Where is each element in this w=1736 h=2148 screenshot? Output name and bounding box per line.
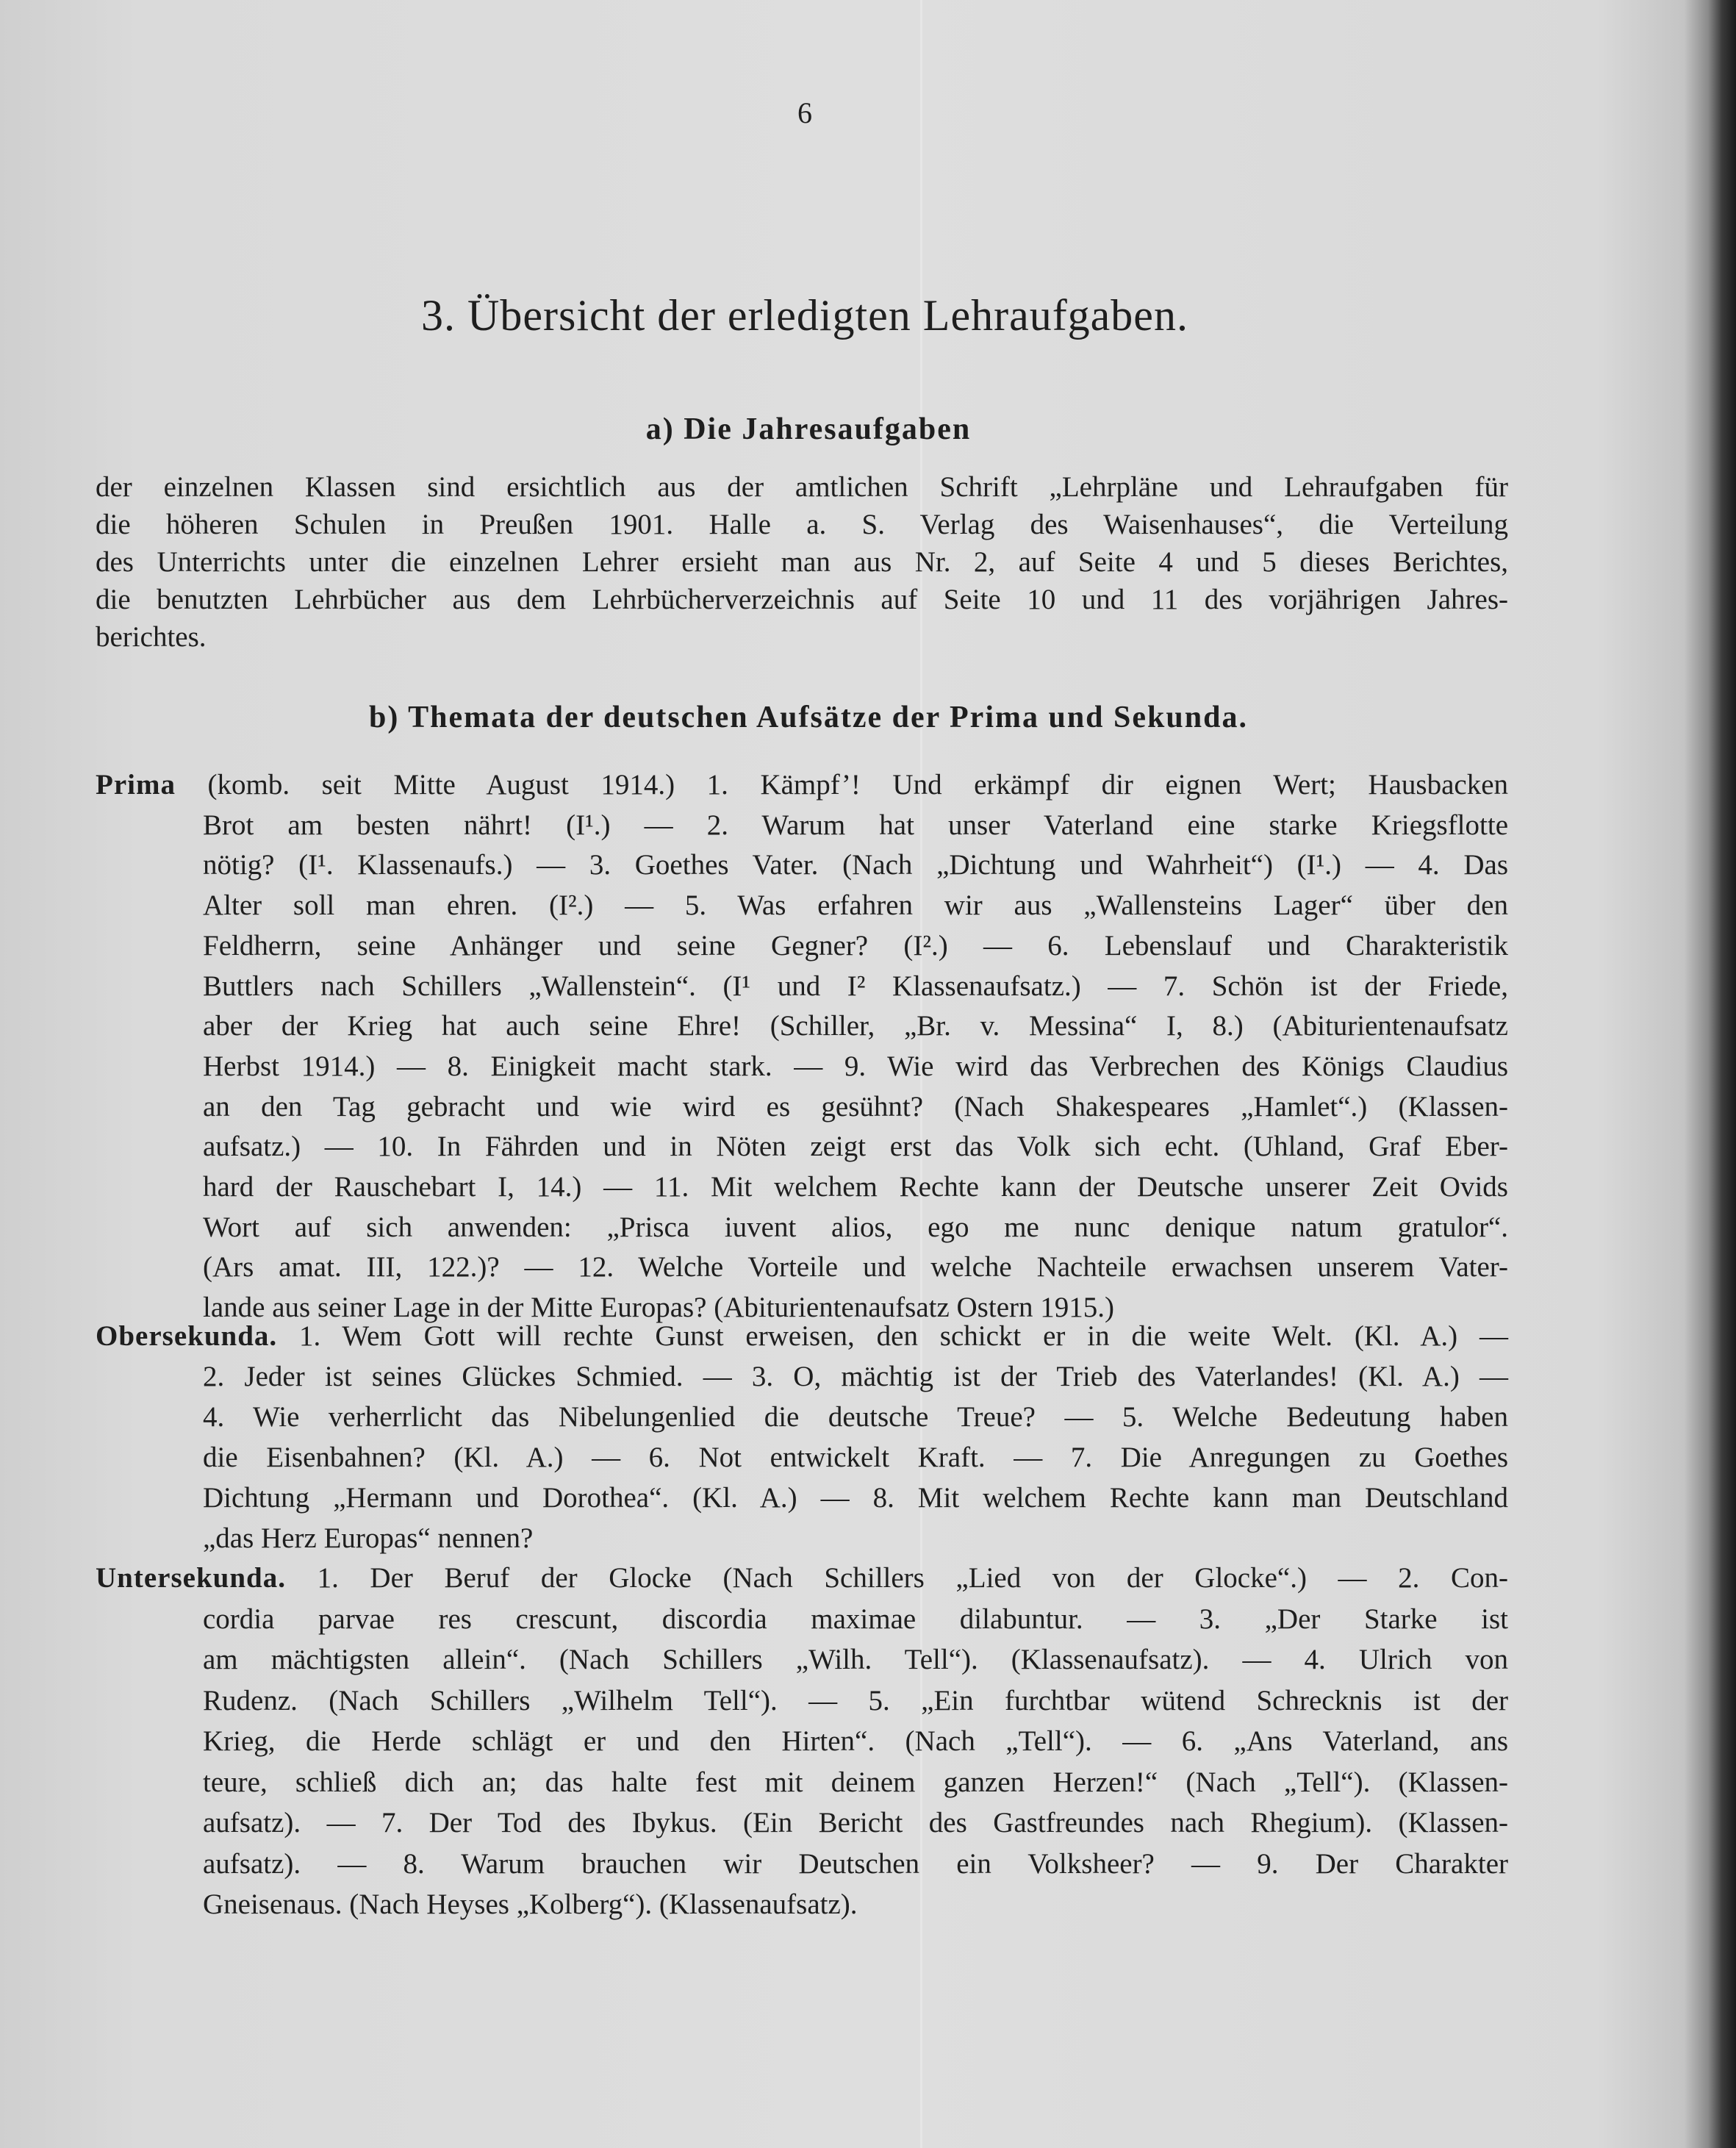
text-line: Gneisenaus. (Nach Heyses „Kolberg“). (Klassenaufsatz). [203, 1889, 858, 1920]
section-a-heading: a) Die Jahresaufgaben [645, 412, 972, 446]
class-label: Prima [96, 769, 176, 801]
topic-text: 1. Der Beruf der Glocke (Nach Schillers „Lied von der Glocke“.) — 2. Con- [317, 1562, 1508, 1594]
text-line: „das Herz Europas“ nennen? [203, 1522, 534, 1554]
page-number: 6 [797, 96, 812, 129]
text-line: Alter soll man ehren. (I².) — 5. Was erfahren wir aus „Wallensteins Lager“ über den [203, 889, 1508, 921]
text-line: Herbst 1914.) — 8. Einigkeit macht stark. — 9. Wie wird das Verbrechen des Königs Claudius [203, 1050, 1508, 1082]
text-line: 4. Wie verherrlicht das Nibelungenlied die deutsche Treue? — 5. Welche Bedeutung haben [203, 1401, 1508, 1433]
class-entry-first-line [96, 1318, 1508, 1355]
class-entry-first-line [96, 767, 1508, 803]
text-line: die Eisenbahnen? (Kl. A.) — 6. Not entwickelt Kraft. — 7. Die Anregungen zu Goethes [203, 1442, 1508, 1473]
text-line: Feldherrn, seine Anhänger und seine Gegner? (I².) — 6. Lebenslauf und Charakteristik [203, 930, 1508, 962]
text-line: Buttlers nach Schillers „Wallenstein“. (I¹ und I² Klassenaufsatz.) — 7. Schön ist der Friede, [203, 970, 1508, 1002]
text-line: die benutzten Lehrbücher aus dem Lehrbücherverzeichnis auf Seite 10 und 11 des vorjährigen Jahres- [96, 584, 1508, 615]
text-line: teure, schließ dich an; das halte fest mit deinem ganzen Herzen!“ (Nach „Tell“). (Klassen- [203, 1766, 1508, 1798]
class-entry-first-line [96, 1560, 1508, 1597]
text-line: die höheren Schulen in Preußen 1901. Halle a. S. Verlag des Waisenhauses“, die Verteilung [96, 509, 1508, 540]
text-line: berichtes. [96, 621, 207, 653]
text-line: Dichtung „Hermann und Dorothea“. (Kl. A.) — 8. Mit welchem Rechte kann man Deutschland [203, 1482, 1508, 1514]
section-b-heading: b) Themata der deutschen Aufsätze der Prima und Sekunda. [369, 701, 1248, 734]
text-line: Krieg, die Herde schlägt er und den Hirten“. (Nach „Tell“). — 6. „Ans Vaterland, ans [203, 1725, 1508, 1757]
topic-text: (komb. seit Mitte August 1914.) 1. Kämpf’! Und erkämpf dir eignen Wert; Hausbacken [207, 769, 1509, 801]
text-line: nötig? (I¹. Klassenaufs.) — 3. Goethes Vater. (Nach „Dichtung und Wahrheit“) (I¹.) — 4. Das [203, 849, 1508, 881]
topic-text: 1. Wem Gott will rechte Gunst erweisen, den schickt er in die weite Welt. (Kl. A.) — [299, 1320, 1509, 1352]
page-title: 3. Übersicht der erledigten Lehraufgaben. [421, 291, 1188, 340]
text-line: Brot am besten nährt! (I¹.) — 2. Warum hat unser Vaterland eine starke Kriegsflotte [203, 809, 1508, 841]
text-line: aufsatz). — 7. Der Tod des Ibykus. (Ein Bericht des Gastfreundes nach Rhegium). (Klassen- [203, 1807, 1508, 1839]
text-line: lande aus seiner Lage in der Mitte Europas? (Abiturientenaufsatz Ostern 1915.) [203, 1292, 1114, 1323]
text-line: am mächtigsten allein“. (Nach Schillers „Wilh. Tell“). (Klassenaufsatz). — 4. Ulrich von [203, 1644, 1508, 1675]
text-line: (Ars amat. III, 122.)? — 12. Welche Vorteile und welche Nachteile erwachsen unserem Vater- [203, 1251, 1508, 1283]
text-line: 2. Jeder ist seines Glückes Schmied. — 3. O, mächtig ist der Trieb des Vaterlandes! (Kl. A.) — [203, 1361, 1508, 1392]
class-label: Obersekunda. [96, 1320, 278, 1352]
text-line: hard der Rauschebart I, 14.) — 11. Mit welchem Rechte kann der Deutsche unserer Zeit Ovids [203, 1171, 1508, 1203]
text-line: Rudenz. (Nach Schillers „Wilhelm Tell“). — 5. „Ein furchtbar wütend Schrecknis ist der [203, 1685, 1508, 1716]
text-line: cordia parvae res crescunt, discordia maximae dilabuntur. — 3. „Der Starke ist [203, 1603, 1508, 1635]
text-line: aber der Krieg hat auch seine Ehre! (Schiller, „Br. v. Messina“ I, 8.) (Abiturientenaufsatz [203, 1010, 1508, 1042]
text-line: an den Tag gebracht und wie wird es gesühnt? (Nach Shakespeares „Hamlet“.) (Klassen- [203, 1091, 1508, 1123]
text-line: aufsatz). — 8. Warum brauchen wir Deutschen ein Volksheer? — 9. Der Charakter [203, 1848, 1508, 1880]
class-label: Untersekunda. [96, 1562, 286, 1594]
text-line: der einzelnen Klassen sind ersichtlich aus der amtlichen Schrift „Lehrpläne und Lehraufgaben für [96, 471, 1508, 503]
text-line: des Unterrichts unter die einzelnen Lehrer ersieht man aus Nr. 2, auf Seite 4 und 5 dieses Berichtes, [96, 546, 1508, 578]
text-line: Wort auf sich anwenden: „Prisca iuvent alios, ego me nunc denique natum gratulor“. [203, 1211, 1508, 1243]
text-line: aufsatz.) — 10. In Fährden und in Nöten zeigt erst das Volk sich echt. (Uhland, Graf Eber- [203, 1131, 1508, 1162]
